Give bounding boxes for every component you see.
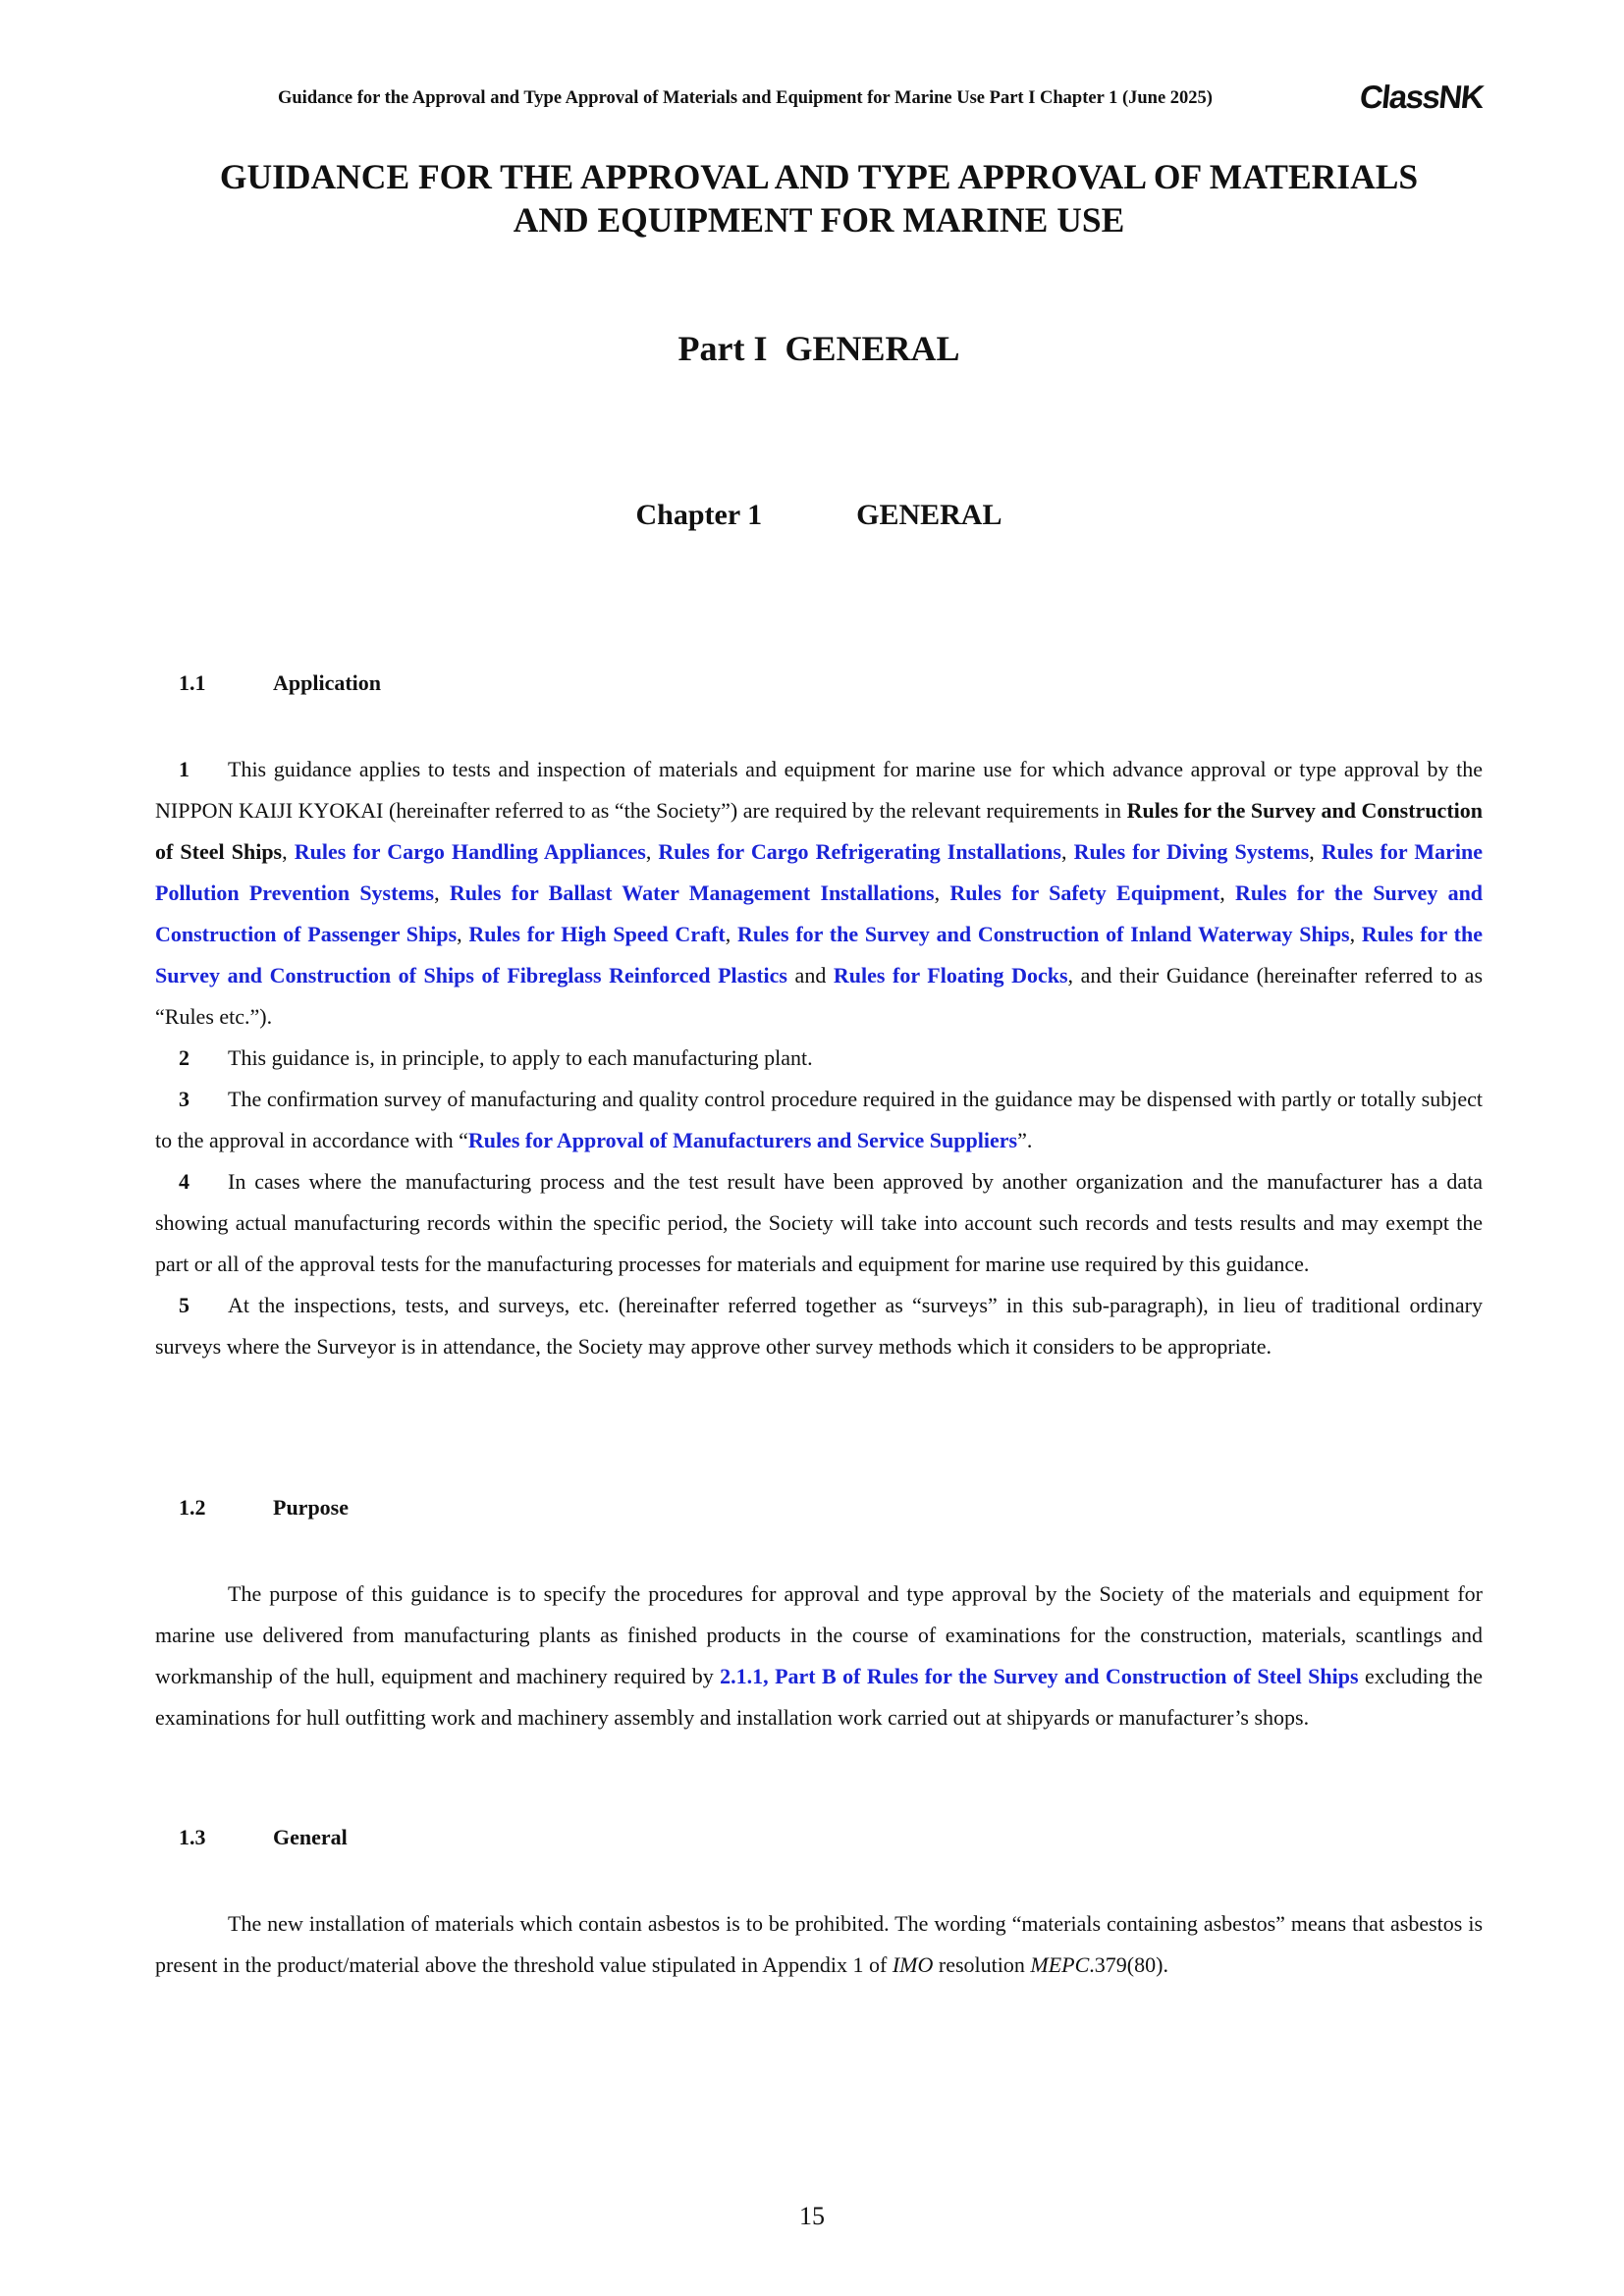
paragraph-text: ”. (1017, 1128, 1033, 1152)
rule-reference: Rules for the Survey and Construction of Steel Ships (155, 798, 1483, 864)
paragraph-4 (155, 1161, 1483, 1285)
rule-link[interactable]: Rules for Cargo Handling Appliances (294, 839, 646, 864)
separator: , (1219, 881, 1235, 905)
paragraph-text: The confirmation survey of manufacturing and quality control procedure required in the guidance may be dispensed with partly or totally subject to the approval in accordance with “ (155, 1087, 1483, 1152)
part-name: GENERAL (785, 329, 960, 368)
paragraph-number: 5 (179, 1293, 189, 1317)
paragraph-text: , and their Guidance (hereinafter referred to as “Rules etc.”). (155, 963, 1484, 1029)
imo-reference: IMO (892, 1952, 934, 1977)
separator: , (1060, 839, 1074, 864)
paragraph-text: The purpose of this guidance is to specify the procedures for approval and type approval by the Society of the materials and equipment for marine use delivered from manufacturing plants as finished products in the course of examinations for the construction, materials, scantlings and workmanship of the hull, equipment and machinery required by (155, 1581, 1483, 1688)
rule-link[interactable]: 2.1.1, Part B of Rules for the Survey and Construction of Steel Ships (720, 1664, 1359, 1688)
rule-link[interactable]: Rules for Marine Pollution Prevention Systems (155, 839, 1483, 905)
separator: , (1349, 922, 1362, 946)
rule-link[interactable]: Rules for Diving Systems (1073, 839, 1310, 864)
separator: , (434, 881, 450, 905)
paragraph-text: This guidance applies to tests and inspection of materials and equipment for marine use for which advance approval or type approval by the NIPPON KAIJI KYOKAI (hereinafter referred to as “the Society”) are required by the relevant requirements in (155, 757, 1483, 823)
chapter-title (155, 499, 1483, 532)
paragraph-number: 1 (179, 757, 189, 781)
section-number: 1.1 (179, 670, 206, 695)
paragraph-3 (155, 1079, 1483, 1161)
section-body-general (155, 1903, 1483, 1986)
paragraph-5 (155, 1285, 1483, 1367)
rule-link[interactable]: Rules for Ballast Water Management Installations (449, 881, 935, 905)
document-title-line-1: GUIDANCE FOR THE APPROVAL AND TYPE APPROVAL OF MATERIALS (219, 157, 1419, 196)
rule-link[interactable]: Rules for the Survey and Construction of Ships of Fibreglass Reinforced Plastics (155, 922, 1484, 988)
paragraph-number: 4 (179, 1169, 189, 1194)
paragraph-text: .379(80). (1089, 1952, 1168, 1977)
document-title-line-2: AND EQUIPMENT FOR MARINE USE (513, 200, 1125, 240)
running-header (155, 79, 1485, 122)
mepc-reference: MEPC (1030, 1952, 1090, 1977)
separator: , (725, 922, 738, 946)
paragraph-text: The new installation of materials which contain asbestos is to be prohibited. The wording “materials containing asbestos” means that asbestos is present in the product/material above the threshold value stipulated in Appendix 1 of (155, 1911, 1483, 1977)
section-title: Application (273, 670, 382, 695)
section-number: 1.2 (179, 1495, 206, 1520)
separator: , (457, 922, 469, 946)
separator: , (934, 881, 950, 905)
paragraph-1 (155, 749, 1483, 1038)
paragraph-text: In cases where the manufacturing process and the test result have been approved by another organization and the manufacturer has a data showing actual manufacturing records within the specific period, the Society will take into account such records and tests results and may exempt the part or all of the approval tests for the manufacturing processes for materials and equipment for marine use required by this guidance. (155, 1169, 1483, 1276)
paragraph-purpose (155, 1574, 1483, 1738)
chapter-name: GENERAL (856, 499, 1002, 531)
paragraph-text: resolution (933, 1952, 1031, 1977)
rule-link[interactable]: Rules for High Speed Craft (468, 922, 726, 946)
paragraph-general (155, 1903, 1483, 1986)
classnk-logo: ClassNK (1357, 79, 1485, 115)
section-heading-purpose (179, 1495, 349, 1521)
separator: , (1309, 839, 1322, 864)
separator: , (645, 839, 659, 864)
section-title: General (273, 1825, 348, 1849)
section-body-application (155, 749, 1483, 1367)
rule-link[interactable]: Rules for the Survey and Construction of Inland Waterway Ships (737, 922, 1350, 946)
section-title: Purpose (273, 1495, 349, 1520)
section-number: 1.3 (179, 1825, 206, 1849)
rule-link[interactable]: Rules for Safety Equipment (949, 881, 1220, 905)
separator: , (282, 839, 295, 864)
running-title: Guidance for the Approval and Type Approval of Materials and Equipment for Marine Use Part I Chapter 1 (June 2025) (278, 88, 1213, 108)
section-body-purpose (155, 1574, 1483, 1738)
paragraph-number: 2 (179, 1045, 189, 1070)
rule-link[interactable]: Rules for Cargo Refrigerating Installations (658, 839, 1061, 864)
paragraph-2 (155, 1038, 1483, 1079)
rule-link[interactable]: Rules for Floating Docks (833, 963, 1068, 988)
paragraph-text: This guidance is, in principle, to apply to each manufacturing plant. (228, 1045, 813, 1070)
part-title (155, 328, 1483, 369)
paragraph-text: excluding the examinations for hull outfitting work and machinery assembly and installation work carried out at shipyards or manufacturer’s shops. (155, 1664, 1483, 1730)
separator: and (786, 963, 834, 988)
part-label: Part I (677, 329, 768, 368)
section-heading-general (179, 1825, 348, 1850)
paragraph-number: 3 (179, 1087, 189, 1111)
page-number: 15 (799, 2202, 825, 2230)
chapter-label: Chapter 1 (635, 499, 763, 531)
rule-link[interactable]: Rules for Approval of Manufacturers and Service Suppliers (467, 1128, 1018, 1152)
rule-link[interactable]: Rules for the Survey and Construction of Passenger Ships (155, 881, 1484, 946)
document-title (155, 155, 1483, 241)
section-heading-application (179, 670, 381, 696)
paragraph-text: At the inspections, tests, and surveys, etc. (hereinafter referred together as “surveys” in this sub-paragraph), in lieu of traditional ordinary surveys where the Surveyor is in attendance, the Society may approve other survey methods which it considers to be appropriate. (155, 1293, 1483, 1359)
